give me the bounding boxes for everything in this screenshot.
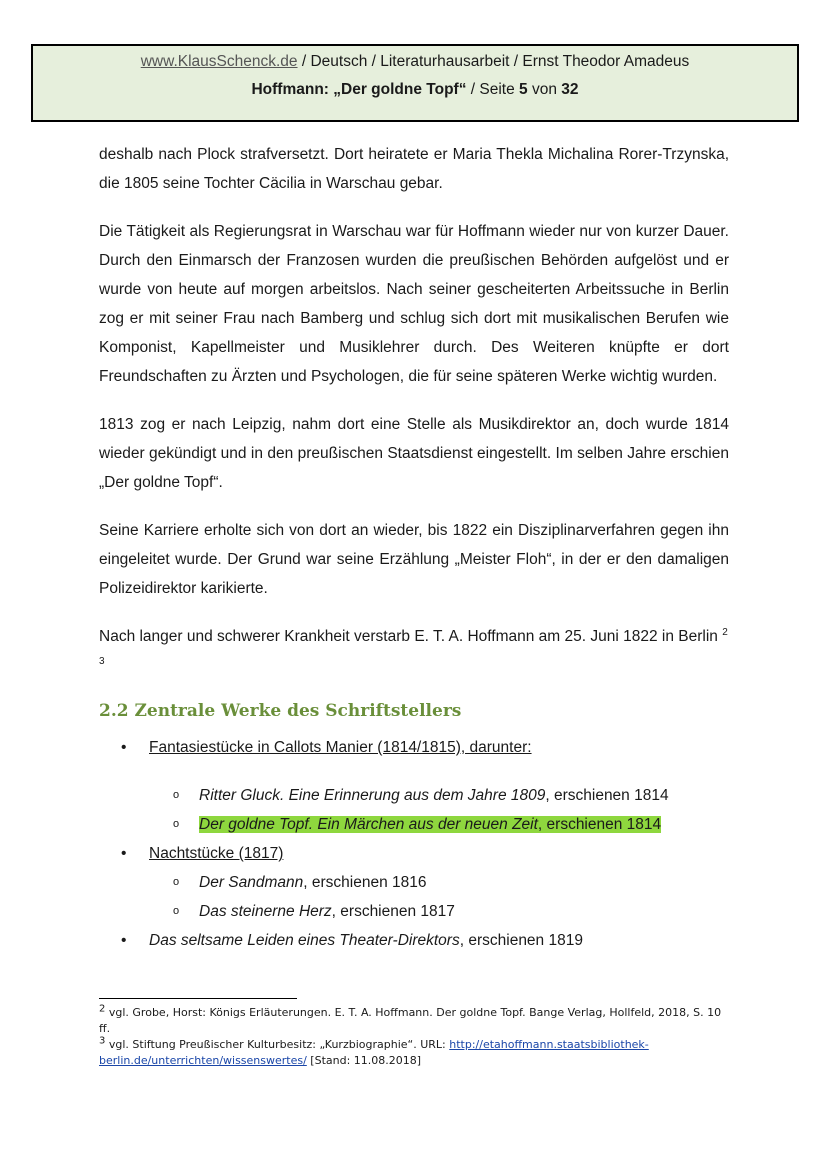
- paragraph: Seine Karriere erholte sich von dort an wieder, bis 1822 ein Disziplinarverfahren gegen ihn eingeleitet wurde. Der Grund war seine Erzählung „Meister Floh“, in der er den damaligen Polizeidirektor karikierte.: [99, 522, 729, 597]
- page-total: 32: [561, 81, 579, 98]
- header-title: Hoffmann: „Der goldne Topf“: [251, 81, 467, 98]
- sublist: [149, 781, 729, 839]
- footnote-3: [99, 1037, 729, 1069]
- list-item: [99, 839, 729, 926]
- footnote-date: [Stand: 11.08.2018]: [306, 1054, 422, 1067]
- page-of: von: [527, 81, 562, 98]
- header-breadcrumb: / Deutsch / Literaturhausarbeit / Ernst Theodor Amadeus: [297, 53, 690, 70]
- work-year: , erschienen 1814: [537, 816, 662, 833]
- work-fantasiestuecke: Fantasiestücke in Callots Manier (1814/1815), darunter:: [149, 739, 532, 756]
- paragraph-text: Nach langer und schwerer Krankheit verstarb E. T. A. Hoffmann am 25. Juni 1822 in Berlin: [99, 628, 723, 645]
- footnotes: [99, 1005, 729, 1069]
- work-title: Der goldne Topf. Ein Märchen aus der neuen Zeit: [199, 816, 538, 833]
- list-item: [99, 868, 729, 897]
- list-item: [99, 781, 729, 810]
- list-item: [99, 810, 729, 839]
- work-year: , erschienen 1816: [303, 874, 427, 891]
- work-year: , erschienen 1814: [545, 787, 669, 804]
- sublist: [149, 868, 729, 926]
- header-line-1: [33, 48, 797, 76]
- paragraph: Die Tätigkeit als Regierungsrat in Warschau war für Hoffmann wieder nur von kurzer Dauer. Durch den Einmarsch der Franzosen wurden die preußischen Behörden aufgelöst und er wurde von heute auf morgen arbeitslos. Nach seiner gescheiterten Arbeitssuche in Berlin zog er mit seiner Frau nach Bamberg und schlug sich dort mit musikalischen Berufen wie Komponist, Kapellmeister und Musiklehrer durch. Des Weiteren knüpfte er dort Freundschaften zu Ärzten und Psychologen, die für seine späteren Werke wichtig wurden.: [99, 223, 729, 385]
- paragraph-last: [99, 622, 729, 680]
- header-line-2: [33, 76, 797, 104]
- works-list: [99, 733, 729, 955]
- paragraph: 1813 zog er nach Leipzig, nahm dort eine Stelle als Musikdirektor an, doch wurde 1814 wieder gekündigt und in den preußischen Staatsdienst eingestellt. Im selben Jahre erschien „Der goldne Topf“.: [99, 416, 729, 491]
- work-title: Ritter Gluck. Eine Erinnerung aus dem Jahre 1809: [199, 787, 546, 804]
- work-title: Der Sandmann: [199, 874, 304, 891]
- list-item: [99, 897, 729, 926]
- work-nachtstuecke: Nachtstücke (1817): [149, 845, 284, 862]
- work-title: Das steinerne Herz: [199, 903, 332, 920]
- list-item: [99, 733, 729, 839]
- work-year: , erschienen 1819: [459, 932, 583, 949]
- footnote-number: 2: [99, 1003, 106, 1015]
- footnote-link[interactable]: http://etahoffmann.staatsbibliothek-berlin.de/unterrichten/wissenswertes/: [99, 1038, 649, 1067]
- list-item: [99, 926, 729, 955]
- paragraph: deshalb nach Plock strafversetzt. Dort heiratete er Maria Thekla Michalina Rorer-Trzynska, die 1805 seine Tochter Cäcilia in Warschau gebar.: [99, 146, 729, 192]
- highlighted-work: [199, 816, 661, 833]
- footnote-text: vgl. Stiftung Preußischer Kulturbesitz: „Kurzbiographie“. URL:: [105, 1038, 450, 1051]
- work-year: , erschienen 1817: [331, 903, 455, 920]
- footnote-2: [99, 1005, 729, 1037]
- footnote-divider: [99, 998, 297, 999]
- footnote-number: 3: [99, 1035, 106, 1047]
- page-current: 5: [519, 81, 528, 98]
- footnote-text: vgl. Grobe, Horst: Königs Erläuterungen. E. T. A. Hoffmann. Der goldne Topf. Bange Verlag, Hollfeld, 2018, S. 10 ff.: [99, 1006, 722, 1035]
- main-content: [99, 140, 729, 955]
- site-link[interactable]: www.KlausSchenck.de: [140, 53, 298, 70]
- section-heading: 2.2 Zentrale Werke des Schriftstellers: [99, 701, 462, 721]
- footnote-refs[interactable]: 2 3: [99, 626, 728, 667]
- page-header: [31, 44, 799, 122]
- page-prefix: / Seite: [466, 81, 520, 98]
- work-title: Das seltsame Leiden eines Theater-Direktors: [149, 932, 460, 949]
